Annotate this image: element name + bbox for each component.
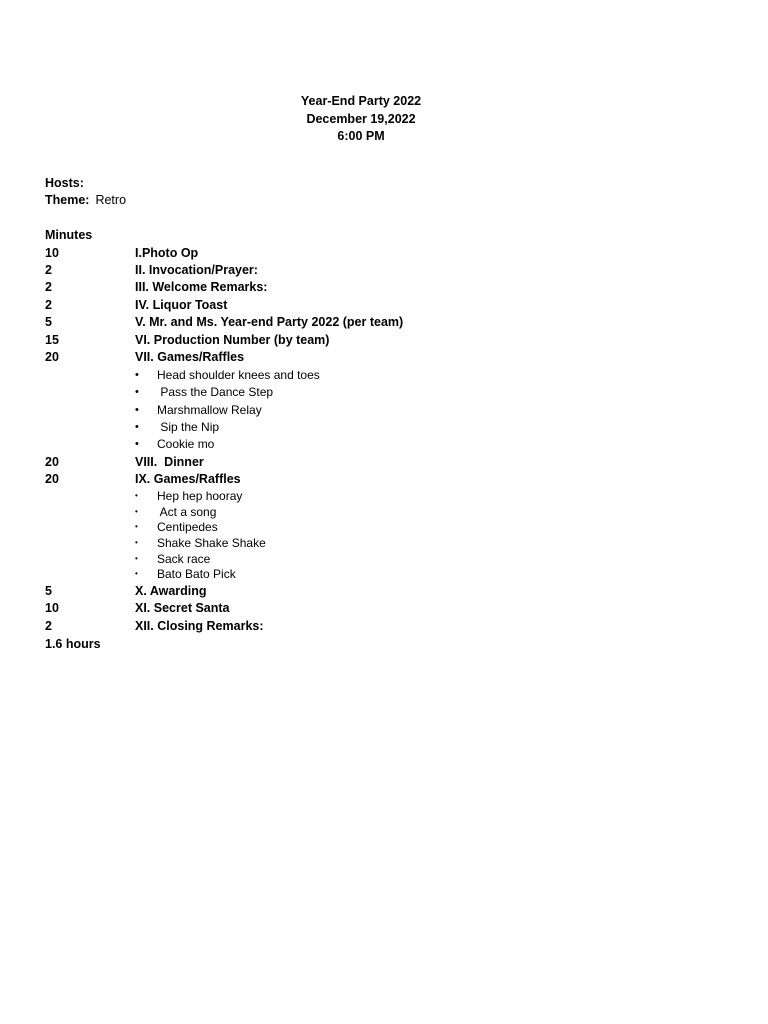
program-item: XI. Secret Santa — [135, 601, 230, 615]
program-item: XII. Closing Remarks: — [135, 619, 264, 633]
bullet-icon: • — [135, 386, 139, 398]
theme-value: Retro — [95, 193, 127, 207]
game-name: Bato Bato Pick — [157, 567, 236, 581]
program-item: IV. Liquor Toast — [135, 298, 228, 312]
game-name: Act a song — [157, 505, 217, 519]
bullet-icon: • — [135, 538, 138, 547]
program-minutes: 2 — [45, 280, 52, 294]
program-minutes: 2 — [45, 298, 52, 312]
game-name: Marshmallow Relay — [157, 403, 262, 417]
program-minutes: 20 — [45, 455, 59, 469]
program-minutes: 10 — [45, 601, 59, 615]
program-minutes: 5 — [45, 315, 52, 329]
event-title: Year-End Party 2022 — [300, 94, 422, 108]
minutes-column-header: Minutes — [45, 228, 93, 242]
bullet-icon: • — [135, 491, 138, 500]
bullet-icon: • — [135, 522, 138, 531]
theme-label: Theme: — [45, 193, 90, 207]
program-minutes: 20 — [45, 472, 59, 486]
document-header — [0, 93, 722, 146]
theme-line — [45, 192, 126, 208]
bullet-icon: • — [135, 421, 139, 433]
program-item: VI. Production Number (by team) — [135, 333, 330, 347]
program-item: IX. Games/Raffles — [135, 472, 241, 486]
program-minutes: 15 — [45, 333, 59, 347]
program-minutes: 2 — [45, 263, 52, 277]
bullet-icon: • — [135, 554, 138, 563]
program-item: II. Invocation/Prayer: — [135, 263, 258, 277]
program-minutes: 2 — [45, 619, 52, 633]
game-name: Head shoulder knees and toes — [157, 368, 320, 382]
event-time: 6:00 PM — [337, 129, 385, 143]
bullet-icon: • — [135, 507, 138, 516]
program-item: VIII. Dinner — [135, 455, 204, 469]
bullet-icon: • — [135, 438, 139, 450]
game-name: Shake Shake Shake — [157, 536, 266, 550]
program-item: X. Awarding — [135, 584, 207, 598]
bullet-icon: • — [135, 369, 139, 381]
game-name: Pass the Dance Step — [157, 385, 274, 399]
event-date: December 19,2022 — [306, 111, 416, 126]
program-minutes: 10 — [45, 246, 59, 260]
bullet-icon: • — [135, 404, 139, 416]
game-name: Cookie mo — [157, 437, 215, 451]
game-name: Sip the Nip — [157, 420, 220, 434]
game-name: Hep hep hooray — [157, 489, 243, 503]
program-item: VII. Games/Raffles — [135, 350, 245, 364]
program-item: V. Mr. and Ms. Year-end Party 2022 (per team) — [135, 315, 404, 329]
bullet-icon: • — [135, 569, 138, 578]
program-minutes: 20 — [45, 350, 59, 364]
game-name: Centipedes — [157, 520, 218, 534]
program-minutes: 5 — [45, 584, 52, 598]
total-duration: 1.6 hours — [45, 637, 101, 651]
game-name: Sack race — [157, 552, 211, 566]
hosts-label: Hosts: — [45, 176, 84, 190]
program-item: I.Photo Op — [135, 246, 199, 260]
program-item: III. Welcome Remarks: — [135, 280, 268, 294]
